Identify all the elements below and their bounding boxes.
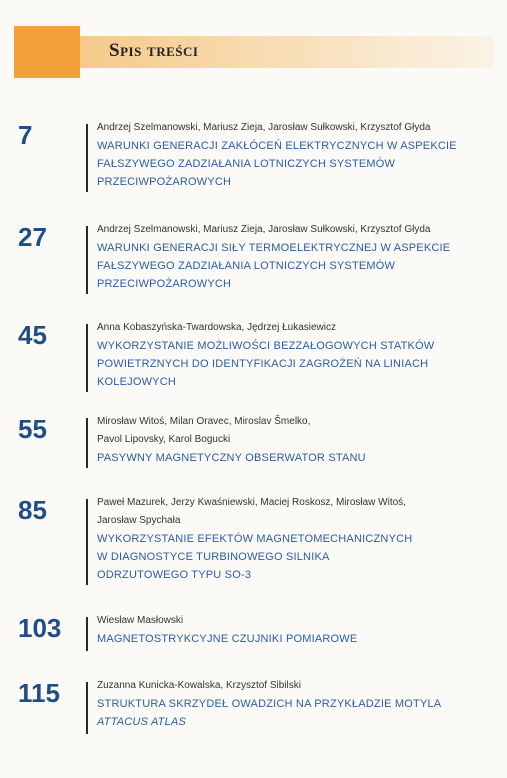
- entry-divider: [86, 324, 88, 392]
- entry-authors: Anna Kobaszyńska-Twardowska, Jędrzej Łukasiewicz: [97, 322, 336, 333]
- entry-title-line[interactable]: FAŁSZYWEGO ZADZIAŁANIA LOTNICZYCH SYSTEMÓW: [97, 260, 396, 272]
- page-number: 115: [18, 678, 60, 708]
- entry-title-line[interactable]: W DIAGNOSTYCE TURBINOWEGO SILNIKA: [97, 551, 330, 563]
- entry-title-line[interactable]: MAGNETOSTRYKCYJNE CZUJNIKI POMIAROWE: [97, 633, 358, 645]
- entry-title-line[interactable]: KOLEJOWYCH: [97, 376, 177, 388]
- entry-title-line[interactable]: ODRZUTOWEGO TYPU SO-3: [97, 569, 252, 581]
- entry-authors: Andrzej Szelmanowski, Mariusz Zieja, Jarosław Sułkowski, Krzysztof Głyda: [97, 224, 431, 235]
- page-title: Spis treści: [109, 40, 199, 61]
- page-number: 85: [18, 495, 47, 525]
- entry-title-italic[interactable]: ATTACUS ATLAS: [97, 716, 186, 728]
- entry-authors: Zuzanna Kunicka-Kowalska, Krzysztof Sibilski: [97, 680, 301, 691]
- entry-title-line[interactable]: POWIETRZNYCH DO IDENTYFIKACJI ZAGROŻEŃ NA LINIACH: [97, 358, 429, 370]
- entry-title-line[interactable]: WARUNKI GENERACJI ZAKŁÓCEŃ ELEKTRYCZNYCH W ASPEKCIE: [97, 140, 457, 152]
- entry-title-line[interactable]: PASYWNY MAGNETYCZNY OBSERWATOR STANU: [97, 452, 366, 464]
- entry-divider: [86, 418, 88, 468]
- entry-title-line[interactable]: WYKORZYSTANIE MOŻLIWOŚCI BEZZAŁOGOWYCH STATKÓW: [97, 340, 435, 352]
- entry-authors: Mirosław Witoś, Milan Oravec, Miroslav Šmelko,: [97, 416, 311, 427]
- entry-divider: [86, 682, 88, 734]
- page-number: 7: [18, 120, 33, 150]
- entry-divider: [86, 499, 88, 585]
- entry-title-line[interactable]: PRZECIWPOŻAROWYCH: [97, 176, 232, 188]
- header-accent-square: [14, 26, 80, 78]
- entry-authors: Pavol Lipovsky, Karol Bogucki: [97, 434, 231, 445]
- page-number: 103: [18, 613, 62, 643]
- entry-authors: Paweł Mazurek, Jerzy Kwaśniewski, Maciej Roskosz, Mirosław Witoś,: [97, 497, 406, 508]
- entry-title-line[interactable]: WYKORZYSTANIE EFEKTÓW MAGNETOMECHANICZNYCH: [97, 533, 413, 545]
- section-header: [14, 26, 494, 78]
- entry-title-line[interactable]: WARUNKI GENERACJI SIŁY TERMOELEKTRYCZNEJ W ASPEKCIE: [97, 242, 451, 254]
- entry-title-line[interactable]: PRZECIWPOŻAROWYCH: [97, 278, 232, 290]
- entry-divider: [86, 226, 88, 294]
- entry-authors: Jarosław Spychała: [97, 515, 181, 526]
- page-number: 45: [18, 320, 47, 350]
- entry-divider: [86, 617, 88, 651]
- page-number: 55: [18, 414, 47, 444]
- entry-authors: Andrzej Szelmanowski, Mariusz Zieja, Jarosław Sułkowski, Krzysztof Głyda: [97, 122, 431, 133]
- entry-title-line[interactable]: FAŁSZYWEGO ZADZIAŁANIA LOTNICZYCH SYSTEMÓW: [97, 158, 396, 170]
- entry-authors: Wiesław Masłowski: [97, 615, 184, 626]
- entry-title-line[interactable]: STRUKTURA SKRZYDEŁ OWADZICH NA PRZYKŁADZIE MOTYLA: [97, 698, 442, 710]
- page-number: 27: [18, 222, 47, 252]
- entry-divider: [86, 124, 88, 192]
